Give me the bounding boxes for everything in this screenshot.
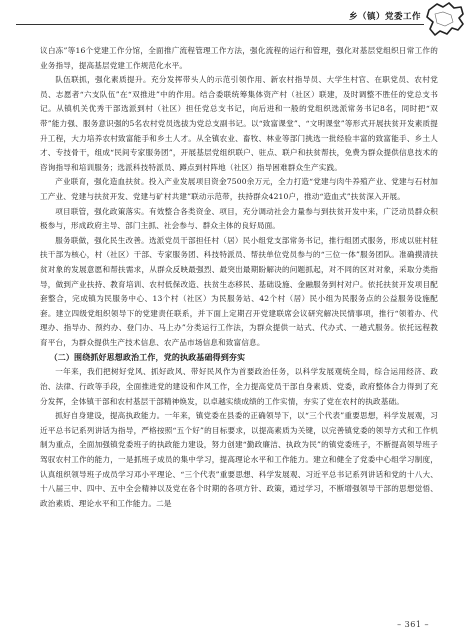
header-rule: [16, 24, 424, 25]
paragraph: 抓好自身建设，提高执政能力。一年来，镇党委在县委的正确领导下，以“三个代表”重要思想，科学发展观，习近平总书记系列讲话为指导，严格按照“五个好”的目标要求，以提高素质为关键，以完善镇党委的领导方式和工作机制为重点，全面加强镇党委班子的执政能力建设，努力创建“勤政廉洁、执政为民”的镇党委班子，不断提高领导班子驾驭农村工作的能力，一是抓班子成员的集中学习，提高理论水平和工作能力。建立和健全了党委中心组学习制度，认真组织领导班子成员学习邓小平理论、“三个代表”重要思想、科学发展观、习近平总书记系列讲话和党的十八大、十八届三中、四中、五中全会精神以及党在各个时期的各项方针、政策，通过学习，不断增强领导干部的思想觉悟、政治素质、理论水平和工作能力。二是: [40, 411, 438, 508]
paragraph: 队伍联抓，强化素质提升。充分发挥带头人的示范引领作用、新农村指导员、大学生村官、在职党员、农村党员、志愿者“六支队伍”在“双推进”中的作用。结合委联统筹集体资产村（社区）联建，及时调整不胜任的党总支书记。从镇机关优秀干部选派到村（社区）担任党总支书记，向后进和一般的党组织选派常务书记8名，同时把“双带”能力强、服务意识强的5名农村党员选拔为党总支副书记。以“致富课堂”、“文明课堂”等形式开展扶贫开发素质提升工程，大力培养农村致富能手和乡土人才。从全镇农业、畜牧、林业等部门挑选一批经验丰富的致富能手、乡土人才、专技骨干，组成“民间专家服务团”，开展基层党组织联户、驻点、联户和扶贫帮扶，免费为群众提供信息技术的咨询指导和培训服务；选派科技特派员、蹲点到村阵地（社区）指导困难群众生产实践。: [40, 75, 438, 172]
paragraph: 一年来，我们把树好党风、抓好政风、带好民风作为首要政治任务，以科学发展观统全局，综合运用经济、政治、法律、行政等手段，全面推进党的建设和作风工作，全力提高党员干部自身素质、党委，政府整体合力得到了充分发挥，全体镇干部和农村基层干部精神焕发，以卓越实绩成绩的工作实情，夯实了党在农村的执政基础。: [40, 367, 438, 406]
document-body: [40, 44, 438, 511]
page-number: – 361 –: [397, 620, 429, 629]
section-heading: （二）围绕抓好思想政治工作，党的执政基础得到夯实: [49, 353, 246, 363]
paragraph: 议白冻”等16个党建工作分馆，全面推广流程管理工作方法，强化流程的运行和管理，强化对基层党组织日常工作的业务指导，提高基层党建工作规范化水平。: [40, 46, 438, 70]
paragraph: 产业联育，强化造血扶贫。投入产业发展项目资金7500余万元，全力打造“党建与肉牛养殖产业、党建与石材加工产业、党建与扶贫开发、党建与矿村共建”联动示范带，扶持群众4210户，推动“造血式”扶贫深入开展。: [40, 177, 438, 201]
running-head-section-title: 乡（镇）党委工作: [348, 12, 421, 22]
county-map-logo-icon: [423, 0, 467, 40]
paragraph: 服务联做，强化民生改善。选派党员干部担任村（居）民小组党支部常务书记，推行组团式服务，形成以驻村驻扶干部为核心，村（社区）干部、专家服务团、科技特派员、帮扶单位党员参与的“三位一体”服务团队。准确摸清扶贫对象的发展意愿和帮扶需求，从群众反映最强烈、最突出最期盼解决的问题抓起，对不同的区对对象，采取分类指导，做到产业扶持、教育培训、农村低保改造、扶贫生态移民、基础设施、金融服务到村对户。依托扶贫开发项目配套整合，完成镇为民服务中心、13个村（社区）为民服务站、42个村（居）民小组为民服务点的公益服务设施配套。建立四级党组织领导下的党建责任联系，并下面上定期召开党建联席会议研究解决民情事项，推行“领着办、代理办、指导办、预约办、登门办、马上办”分类运行工作法，为群众提供一站式、代办式、一趟式服务。依托远程教育平台，为群众提供生产技术信息、农产品市场信息和致富信息。: [40, 235, 438, 347]
paragraph: 项目联管，强化政策落实。有效整合各类资金、项目，充分调动社会力量参与到扶贫开发中来，广泛动员群众积极参与，形成政府主导、部门主抓、社会参与、群众主体的良好局面。: [40, 206, 438, 231]
